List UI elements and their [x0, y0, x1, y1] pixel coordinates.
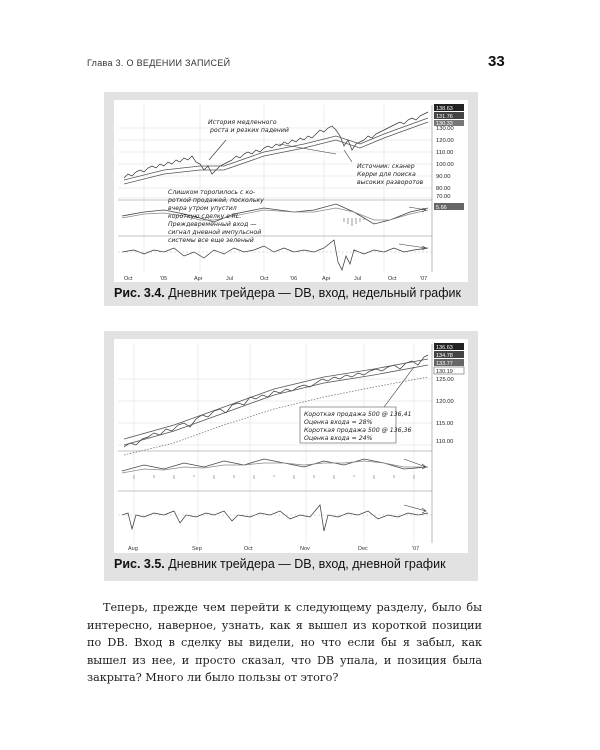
daily-badge-2: 134.78 [436, 353, 453, 359]
figure-3-5-chart [114, 339, 468, 553]
x-tick-2: '05 [160, 276, 168, 282]
annotation-source-2: Керри для поиска [357, 171, 416, 178]
daily-badge-3: 133.77 [436, 361, 453, 367]
figure-3-4-caption [114, 286, 461, 300]
daily-x-tick-5: Dec [358, 546, 368, 552]
trade-note-1: Короткая продажа 500 @ 136,41 [304, 411, 412, 418]
weekly-chart-svg [114, 100, 468, 282]
price-label-6: 80.00 [436, 186, 451, 192]
daily-price-label-1: 125.00 [436, 377, 454, 383]
figure-3-4-title: Дневник трейдера — DB, вход, недельный график [168, 286, 461, 300]
figure-3-5 [104, 331, 478, 581]
annotation-note-2: роткой продажей, поскольку [168, 197, 264, 204]
daily-force-index [122, 505, 428, 531]
figure-3-5-title: Дневник трейдера — DB, вход, дневной график [168, 557, 446, 571]
price-label-1: 130.00 [436, 126, 454, 132]
x-tick-1: Oct [124, 276, 133, 282]
price-label-7: 70.00 [436, 194, 451, 200]
figure-3-5-number: Рис. 3.5. [114, 557, 165, 571]
daily-chart-svg [114, 339, 468, 553]
price-label-3: 110.00 [436, 150, 454, 156]
trade-note-2: Оценка входа = 28% [304, 419, 373, 426]
daily-macd-histogram [134, 475, 414, 479]
daily-badge-4: 130.19 [436, 369, 453, 375]
annotation-note-5: Преждевременный вход — [168, 221, 257, 228]
daily-x-tick-2: Sep [192, 546, 202, 552]
daily-badge-1: 136.63 [436, 345, 453, 351]
annotation-history-1: История медленного [208, 119, 277, 126]
badge-4: 5.66 [436, 205, 447, 211]
x-tick-4: Jul [226, 276, 234, 282]
page-number: 33 [488, 53, 505, 70]
x-tick-8: Jul [354, 276, 362, 282]
weekly-force-index [122, 240, 428, 270]
figure-3-4 [104, 92, 478, 306]
price-label-5: 90.00 [436, 174, 451, 180]
daily-macd-signal [122, 461, 428, 473]
trade-note-4: Оценка входа = 24% [304, 435, 373, 442]
x-tick-9: Oct [388, 276, 397, 282]
daily-x-tick-4: Nov [300, 546, 310, 552]
x-tick-10: '07 [420, 276, 428, 282]
annotation-source-3: высоких разворотов [357, 179, 424, 186]
badge-3: 130.33 [436, 121, 453, 127]
annotation-note-1: Слишком торопилось с ко- [168, 189, 256, 196]
weekly-macd-histogram [344, 218, 364, 226]
figure-3-4-chart [114, 100, 468, 282]
daily-x-tick-3: Oct [244, 546, 253, 552]
annotation-note-6: сигнал дневной импульсной [168, 229, 262, 236]
annotation-history-2: роста и резких падений [210, 127, 289, 134]
x-tick-6: '06 [290, 276, 298, 282]
daily-price-label-2: 120.00 [436, 399, 454, 405]
annotation-note-3: вчера утром упустил [168, 205, 237, 212]
figure-3-4-number: Рис. 3.4. [114, 286, 165, 300]
annotation-note-4: короткую сделку с RL. [168, 213, 242, 220]
body-paragraph: Теперь, прежде чем перейти к следующему разделу, было бы интересно, наверное, узнать, как я вышел из короткой позиции по DB. Вход в сделку вы видели, но что если бы я забыл, как вышел из нее, и просто сказал, что DB упала, и позиция была закрыта? Много ли было пользы от этого? [87, 601, 482, 685]
daily-price-label-3: 115.00 [436, 421, 454, 427]
trade-note-3: Короткая продажа 500 @ 136,36 [304, 427, 412, 434]
daily-x-tick-1: Aug [128, 546, 138, 552]
annotation-source-1: Источник: сканер [357, 163, 415, 170]
badge-2: 131.76 [436, 114, 453, 120]
daily-price-label-4: 110.00 [436, 439, 454, 445]
x-tick-5: Oct [260, 276, 269, 282]
x-tick-7: Apr [322, 276, 331, 282]
daily-x-tick-6: '07 [412, 546, 420, 552]
price-label-4: 100.00 [436, 162, 454, 168]
price-label-2: 120.00 [436, 138, 454, 144]
x-tick-3: Apr [194, 276, 203, 282]
figure-3-5-caption [114, 557, 446, 571]
body-text [87, 599, 482, 687]
chapter-header: Глава 3. О ВЕДЕНИИ ЗАПИСЕЙ [87, 58, 231, 68]
annotation-note-7: системы все еще зеленый [168, 237, 254, 244]
badge-1: 138.63 [436, 106, 453, 112]
